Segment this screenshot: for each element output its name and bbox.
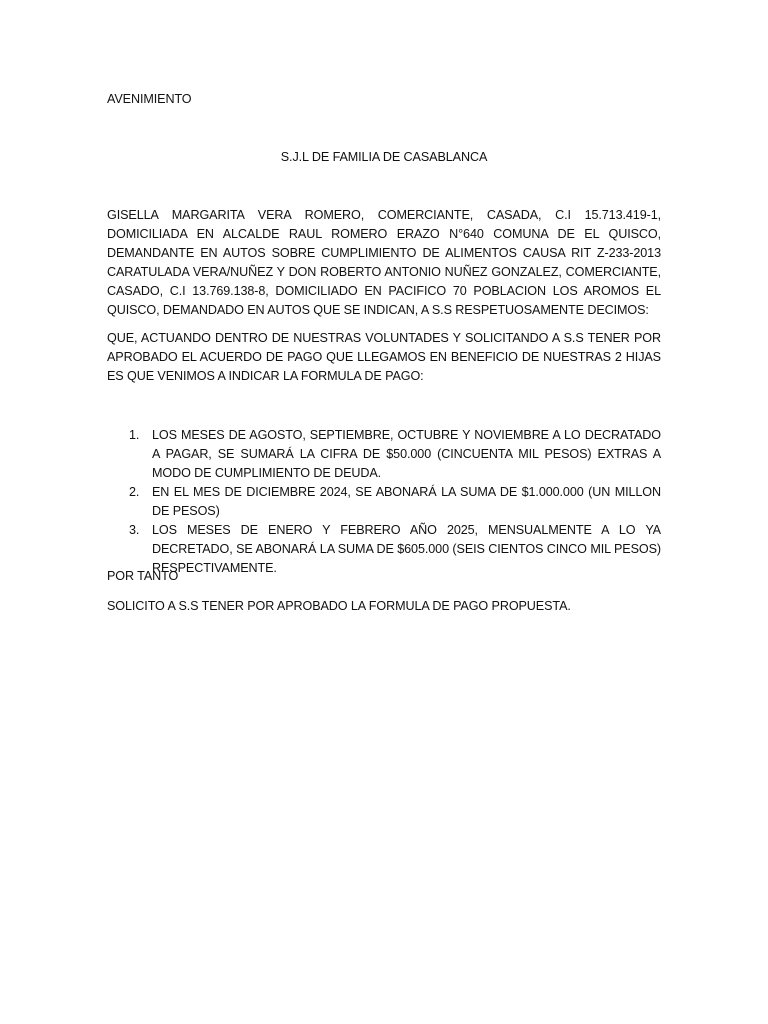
list-item-number: 3. bbox=[129, 523, 140, 537]
list-item bbox=[107, 483, 661, 521]
closing-request: SOLICITO A S.S TENER POR APROBADO LA FORMULA DE PAGO PROPUESTA. bbox=[107, 599, 571, 613]
list-item bbox=[107, 426, 661, 483]
list-item-number: 2. bbox=[129, 485, 140, 499]
request-paragraph: QUE, ACTUANDO DENTRO DE NUESTRAS VOLUNTADES Y SOLICITANDO A S.S TENER POR APROBADO EL ACUERDO DE PAGO QUE LLEGAMOS EN BENEFICIO DE NUESTRAS 2 HIJAS ES QUE VENIMOS A INDICAR LA FORMULA DE PAGO: bbox=[107, 331, 661, 383]
court-name: S.J.L DE FAMILIA DE CASABLANCA bbox=[280, 150, 488, 164]
list-item-text: LOS MESES DE AGOSTO, SEPTIEMBRE, OCTUBRE Y NOVIEMBRE A LO DECRATADO A PAGAR, SE SUMARÁ LA CIFRA DE $50.000 (CINCUENTA MIL PESOS) EXTRAS A MODO DE CUMPLIMIENTO DE DEUDA. bbox=[152, 428, 661, 480]
list-item-text: EN EL MES DE DICIEMBRE 2024, SE ABONARÁ LA SUMA DE $1.000.000 (UN MILLON DE PESOS) bbox=[152, 485, 661, 518]
list-item-text: LOS MESES DE ENERO Y FEBRERO AÑO 2025, MENSUALMENTE A LO YA DECRETADO, SE ABONARÁ LA SUMA DE $605.000 (SEIS CIENTOS CINCO MIL PESOS) RESPECTIVAMENTE. bbox=[152, 523, 661, 575]
payment-formula-list bbox=[107, 426, 661, 578]
por-tanto-label: POR TANTO bbox=[107, 569, 179, 583]
list-item-number: 1. bbox=[129, 428, 140, 442]
document-heading: AVENIMIENTO bbox=[107, 92, 192, 106]
parties-paragraph: GISELLA MARGARITA VERA ROMERO, COMERCIANTE, CASADA, C.I 15.713.419-1, DOMICILIADA EN ALCALDE RAUL ROMERO ERAZO N°640 COMUNA DE EL QUISCO, DEMANDANTE EN AUTOS SOBRE CUMPLIMIENTO DE ALIMENTOS CAUSA RIT Z-233-2013 CARATULADA VERA/NUÑEZ Y DON ROBERTO ANTONIO NUÑEZ GONZALEZ, COMERCIANTE, CASADO, C.I 13.769.138-8, DOMICILIADO EN PACIFICO 70 POBLACION LOS AROMOS EL QUISCO, DEMANDADO EN AUTOS QUE SE INDICAN, A S.S RESPETUOSAMENTE DECIMOS: bbox=[107, 208, 661, 317]
